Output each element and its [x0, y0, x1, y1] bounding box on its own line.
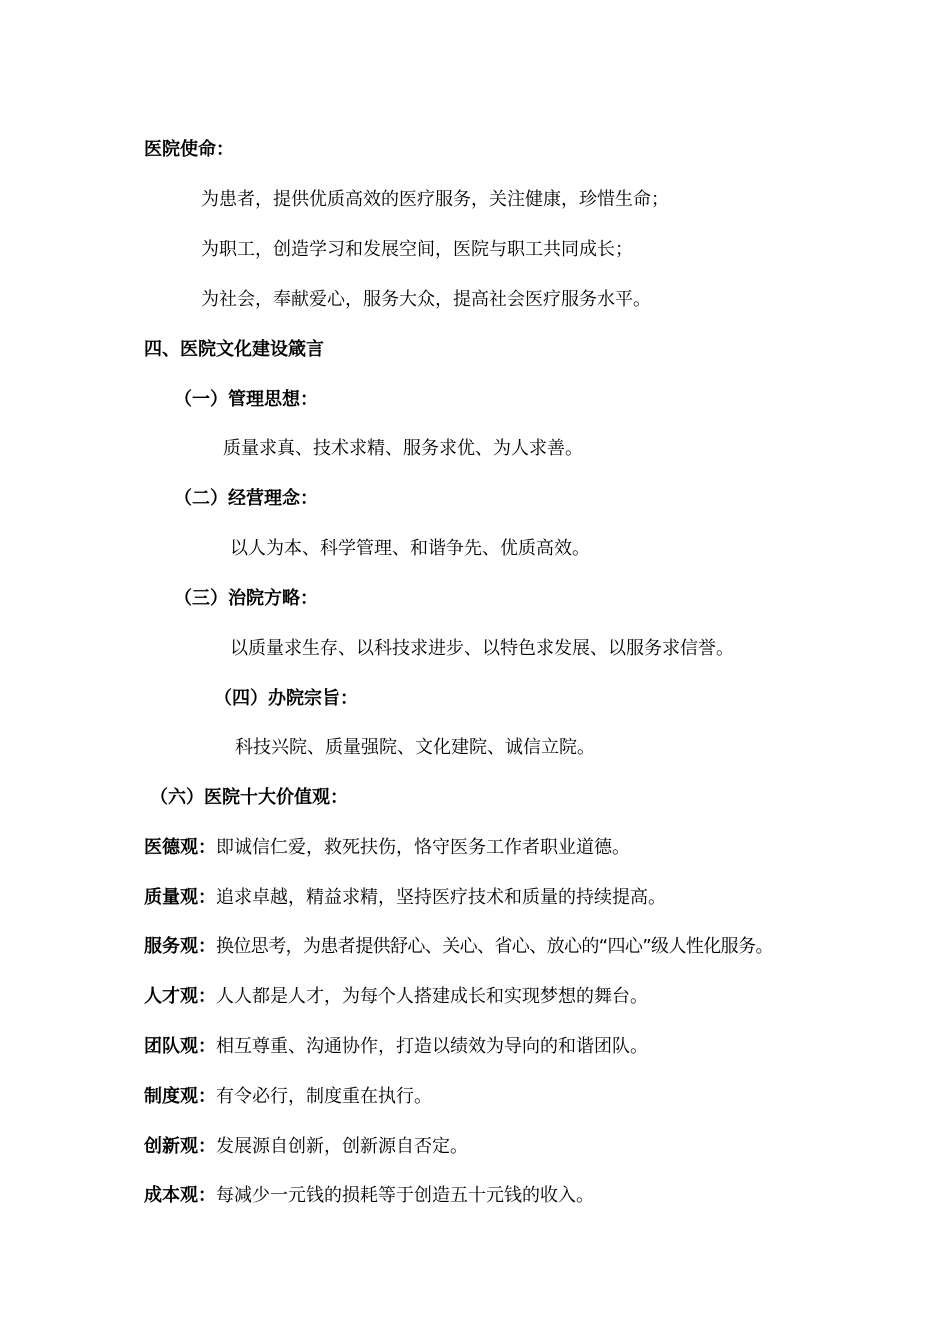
value-text: 换位思考，为患者提供舒心、关心、省心、放心的“四心”级人性化服务。: [216, 936, 773, 957]
subsection-title: （四）办院宗旨：: [214, 688, 358, 709]
subsection-title: （二）经营理念：: [174, 488, 318, 509]
mission-item: 为社会，奉献爱心，服务大众，提高社会医疗服务水平。: [201, 289, 651, 310]
subsection-text: 以质量求生存、以科技求进步、以特色求发展、以服务求信誉。: [230, 638, 734, 659]
value-text: 人人都是人才，为每个人搭建成长和实现梦想的舞台。: [216, 986, 648, 1007]
value-term: 人才观：: [144, 986, 216, 1007]
values-heading: （六）医院十大价值观：: [150, 787, 348, 808]
subsection-title: （三）治院方略：: [174, 588, 318, 609]
value-item: [144, 1184, 594, 1208]
value-item: [144, 1135, 468, 1159]
subsection-text: 以人为本、科学管理、和谐争先、优质高效。: [230, 538, 590, 559]
value-term: 服务观：: [144, 936, 216, 957]
value-text: 追求卓越，精益求精，坚持医疗技术和质量的持续提高。: [216, 887, 666, 908]
section-heading: 四、医院文化建设箴言: [144, 339, 324, 360]
mission-heading: 医院使命：: [144, 139, 234, 160]
subsection-title: （一）管理思想：: [174, 389, 318, 410]
value-text: 相互尊重、沟通协作，打造以绩效为导向的和谐团队。: [216, 1036, 648, 1057]
mission-item: 为患者，提供优质高效的医疗服务，关注健康，珍惜生命；: [201, 189, 669, 210]
value-item: [144, 836, 630, 860]
value-term: 成本观：: [144, 1185, 216, 1206]
value-item: [144, 1035, 648, 1059]
value-term: 创新观：: [144, 1136, 216, 1157]
value-term: 制度观：: [144, 1086, 216, 1107]
value-text: 发展源自创新，创新源自否定。: [216, 1136, 468, 1157]
value-term: 医德观：: [144, 837, 216, 858]
value-text: 即诚信仁爱，救死扶伤，恪守医务工作者职业道德。: [216, 837, 630, 858]
value-item: [144, 985, 648, 1009]
value-item: [144, 1085, 432, 1109]
value-term: 团队观：: [144, 1036, 216, 1057]
subsection-text: 科技兴院、质量强院、文化建院、诚信立院。: [235, 737, 595, 758]
mission-item: 为职工，创造学习和发展空间，医院与职工共同成长；: [201, 239, 633, 260]
value-item: [144, 935, 773, 959]
value-text: 每减少一元钱的损耗等于创造五十元钱的收入。: [216, 1185, 594, 1206]
value-item: [144, 886, 666, 910]
value-text: 有令必行，制度重在执行。: [216, 1086, 432, 1107]
value-term: 质量观：: [144, 887, 216, 908]
subsection-text: 质量求真、技术求精、服务求优、为人求善。: [223, 438, 583, 459]
